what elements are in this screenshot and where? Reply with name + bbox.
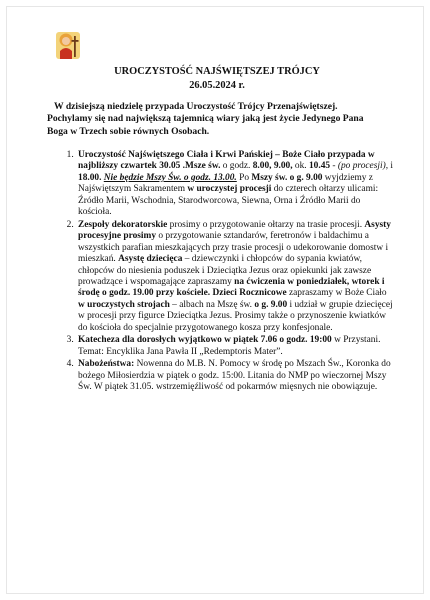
list-item (76, 335, 394, 358)
intro-paragraph: W dzisiejszą niedzielę przypada Uroczystość Trójcy Przenajświętszej. Pochylamy się nad największą tajemnicą wiary jaką jest życie Jedynego Pana Boga w Trzech sobie równych Osobach. (47, 101, 364, 137)
item-text: o g. 9.00 (254, 299, 288, 310)
item-text: wyjdziemy z Najświętszym Sakramentem (78, 172, 373, 195)
title-text: UROCZYSTOŚĆ NAJŚWIĘTSZEJ TRÓJCY (114, 66, 320, 77)
item-text: - (330, 161, 338, 172)
item-text: Zespoły dekoratorskie (78, 219, 168, 230)
item-text: Asystę dziecięca (118, 254, 183, 265)
item-text: Mszy św. o g. 9.00 (251, 172, 323, 183)
item-text: Nowenna do M.B. N. Pomocy w środę po Mszach Św., Koronka do bożego Miłosierdzia w piątek o godz. 15:00. Litania do NMP po wieczornej Mszy Św. W piątek 31.05. wstrzemięźliwość od pokarmów mięsnych nie obowiązuje. (78, 359, 391, 393)
item-text: Dzieci Rocznicowe (212, 288, 287, 299)
list-item (76, 359, 394, 393)
item-text: 10.45 (308, 161, 331, 172)
item-text: Asysty procesyjne prosimy (78, 219, 391, 242)
item-text: o godz. (220, 161, 253, 172)
item-text: w uroczystych strojach (78, 299, 170, 310)
list-item (76, 150, 394, 219)
item-text: zapraszamy w Boże Ciało (286, 288, 387, 299)
item-text: – dziewczynki i chłopców do sypania kwiatów, chłopców do niesienia poduszek i Dzieciątka Jezus oraz opiekunki jak zawsze prowadzące i wspomagające zapraszamy (78, 254, 372, 287)
item-text: (po procesji), (337, 161, 389, 172)
item-text: ok. (292, 161, 309, 172)
announcement-title (100, 66, 334, 92)
item-text: Nie będzie Mszy Św. o godz. 13.00. (103, 172, 237, 183)
announcements-list (54, 150, 394, 395)
item-text: Po (236, 172, 252, 183)
item-text: na ćwiczenia w poniedziałek, wtorek i środę o godz. 19.00 przy kościele. (78, 276, 385, 299)
saint-with-cross-icon (56, 32, 80, 59)
item-text: o przygotowanie sztandarów, feretronów i baldachimu a wszystkich parafian mieszkających przy trasie procesji o udekorowanie domostw i mieszkań. (78, 231, 389, 265)
item-text: w Przystani. Temat: Encyklika Jana Pawła II „Redemptoris Mater”. (78, 335, 381, 357)
item-text: i udział w grupie dziecięcej w procesji przy figurce Dzieciątka Jezus. Prosimy także o przynoszenie kwiatków do kościoła do specjalnie przygotowanego kosza przy konfesjonale. (78, 299, 393, 333)
item-text: w uroczystej procesji (187, 184, 272, 195)
item-text: – albach na Mszę św. (169, 299, 255, 310)
item-text: i (388, 161, 393, 172)
title-date: 26.05.2024 r. (189, 80, 245, 91)
item-text: 18.00. (78, 172, 102, 183)
list-item (76, 220, 394, 335)
item-text: Uroczystość Najświętszego Ciała i Krwi Pańskiej – Boże Ciało przypada w najbliższy czwartek 30.05 .Msze św. (78, 150, 375, 172)
item-text: Nabożeństwa: (78, 359, 135, 370)
item-text: Katecheza dla dorosłych wyjątkowo w piątek 7.06 o godz. 19:00 (78, 335, 332, 346)
item-text: 8.00, 9.00, (252, 161, 293, 172)
item-text: do czterech ołtarzy ulicami: Źródło Marii, Wschodnia, Starodworcowa, Siewna, Orna i Źródło Marii do kościoła. (78, 184, 379, 218)
item-text: prosimy o przygotowanie ołtarzy na trasie procesji. (167, 219, 365, 230)
